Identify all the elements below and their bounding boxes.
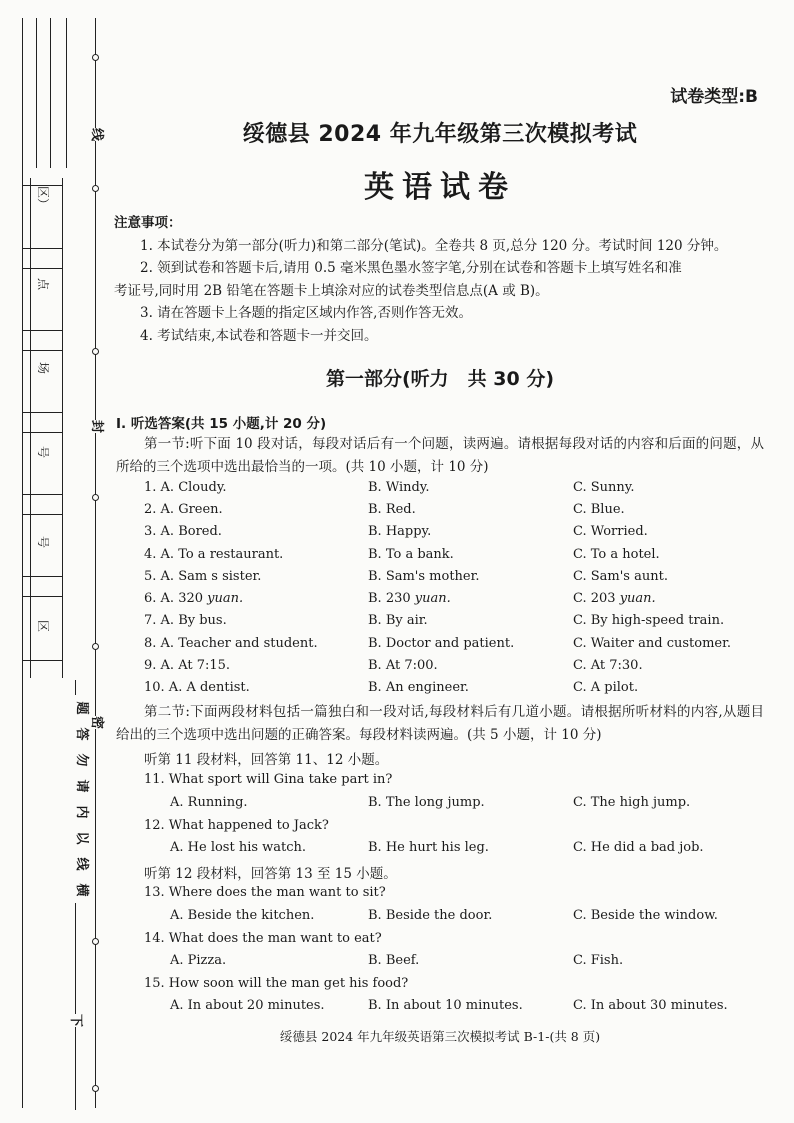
option-b: B. Doctor and patient. <box>368 636 515 651</box>
note-item: 2. 领到试卷和答题卡后,请用 0.5 毫米黑色墨水签字笔,分别在试卷和答题卡上填写姓名和准 <box>140 260 682 276</box>
option-a: 9. A. At 7:15. <box>144 658 231 673</box>
question-row <box>144 998 744 1018</box>
box-divider <box>22 248 62 249</box>
option-a: A. In about 20 minutes. <box>170 998 325 1013</box>
question-stem: 11. What sport will Gina take part in? <box>144 772 393 787</box>
option-a: A. Pizza. <box>170 953 227 968</box>
box-divider <box>22 596 62 597</box>
question-row <box>144 658 744 678</box>
option-c: C. Sam's aunt. <box>573 569 668 584</box>
box-divider <box>22 268 62 269</box>
field-label-district: 区） <box>36 185 50 210</box>
option-a: A. Beside the kitchen. <box>170 908 315 923</box>
option-b: B. By air. <box>368 613 428 628</box>
question-stem: 13. Where does the man want to sit? <box>144 885 386 900</box>
option-c: C. Blue. <box>573 502 625 517</box>
question-row <box>144 502 744 522</box>
option-b: B. Happy. <box>368 524 432 539</box>
option-a: A. Running. <box>170 795 248 810</box>
option-b: B. Sam's mother. <box>368 569 480 584</box>
option-b: B. Beef. <box>368 953 420 968</box>
field-label-exam-point: 点 <box>36 277 50 290</box>
seal-circle <box>92 938 99 945</box>
box-divider <box>22 330 62 331</box>
binding-line <box>36 18 37 168</box>
warn-char: 题 <box>74 701 89 715</box>
option-text: 6. A. 320 <box>144 591 208 606</box>
question-row <box>144 569 744 589</box>
binding-line <box>62 178 63 678</box>
box-divider <box>22 576 62 577</box>
note-item: 4. 考试结束,本试卷和答题卡一并交回。 <box>140 327 378 344</box>
option-c: C. The high jump. <box>573 795 691 810</box>
seal-circle <box>92 185 99 192</box>
note-item: 3. 请在答题卡上各题的指定区域内作答,否则作答无效。 <box>140 305 472 321</box>
option-text: B. 230 <box>368 591 415 606</box>
question-row <box>144 680 744 700</box>
option-unit: yuan. <box>619 591 656 606</box>
note-item: 考证号,同时用 2B 铅笔在答题卡上填涂对应的试卷类型信息点(A 或 B)。 <box>114 282 549 299</box>
binding-line <box>30 178 31 678</box>
option-a: 3. A. Bored. <box>144 524 222 539</box>
option-unit: yuan. <box>414 591 451 606</box>
seal-circle <box>92 494 99 501</box>
question-row <box>144 480 744 500</box>
field-label-number-1: 号 <box>36 445 50 458</box>
option-c: C. Waiter and customer. <box>573 636 732 651</box>
exam-title: 绥德县 2024 年九年级第三次模拟考试 <box>242 122 638 147</box>
warn-char: 内 <box>74 805 89 819</box>
note-item: 1. 本试卷分为第一部分(听力)和第二部分(笔试)。全卷共 8 页,总分 120 分。考试时间 120 分钟。 <box>140 237 728 254</box>
option-a: 2. A. Green. <box>144 502 223 517</box>
question-row <box>144 547 744 567</box>
seal-circle <box>92 643 99 650</box>
option-a: 1. A. Cloudy. <box>144 480 227 495</box>
warn-char: 横 <box>74 883 89 897</box>
seal-char-seal: 封 <box>89 419 105 434</box>
box-divider <box>22 432 62 433</box>
option-b <box>368 591 451 606</box>
option-b: B. The long jump. <box>368 795 485 810</box>
option-a: 5. A. Sam s sister. <box>144 569 262 584</box>
option-c: C. By high-speed train. <box>573 613 725 628</box>
option-a <box>144 591 243 606</box>
material-11-heading: 听第 11 段材料，回答第 11、12 小题。 <box>144 752 389 768</box>
option-b: B. In about 10 minutes. <box>368 998 523 1013</box>
option-b: B. An engineer. <box>368 680 469 695</box>
seal-circle <box>92 348 99 355</box>
option-c: C. Fish. <box>573 953 624 968</box>
part-one-title: 第一部分(听力 共 30 分) <box>325 368 555 390</box>
option-c: C. A pilot. <box>573 680 639 695</box>
binding-line <box>50 18 51 168</box>
seal-char-dense: 密 <box>89 715 105 730</box>
box-divider <box>22 494 62 495</box>
question-stem: 14. What does the man want to eat? <box>144 931 382 946</box>
option-a: 7. A. By bus. <box>144 613 227 628</box>
warn-char: 线 <box>74 857 89 871</box>
page-footer: 绥德县 2024 年九年级英语第三次模拟考试 B-1-(共 8 页) <box>279 1029 601 1044</box>
bottom-char: 下 <box>68 1013 84 1028</box>
section-two-intro: 第二节:下面两段材料包括一篇独白和一段对话,每段材料后有几道小题。请根据所听材料的内容,从题目给出的三个选项中选出问题的正确答案。每段材料读两遍。(共 5 小题，计 10 分) <box>116 704 764 743</box>
seal-circle <box>92 1085 99 1092</box>
section-one-intro: 第一节:听下面 10 段对话，每段对话后有一个问题，读两遍。请根据每段对话的内容和后面的问题，从所给的三个选项中选出最恰当的一项。(共 10 小题，计 10 分) <box>116 436 764 475</box>
option-c: C. In about 30 minutes. <box>573 998 728 1013</box>
question-row <box>144 908 744 928</box>
binding-line <box>22 18 23 1108</box>
warn-char: 答 <box>74 727 89 741</box>
option-b: B. Beside the door. <box>368 908 493 923</box>
question-row <box>144 613 744 633</box>
option-b: B. To a bank. <box>368 547 454 562</box>
warning-text <box>63 695 87 903</box>
warn-char: 以 <box>74 831 89 845</box>
warn-char: 勿 <box>74 753 89 767</box>
question-row <box>144 840 744 860</box>
box-divider <box>22 350 62 351</box>
question-stem: 12. What happened to Jack? <box>144 818 329 833</box>
option-a: 10. A. A dentist. <box>144 680 250 695</box>
material-12-heading: 听第 12 段材料，回答第 13 至 15 小题。 <box>144 866 397 882</box>
option-b: B. At 7:00. <box>368 658 438 673</box>
binding-line <box>66 18 67 168</box>
section-one-title: Ⅰ. 听选答案(共 15 小题,计 20 分) <box>116 416 327 432</box>
option-a: A. He lost his watch. <box>170 840 307 855</box>
question-row <box>144 795 744 815</box>
question-row <box>144 524 744 544</box>
option-a: 4. A. To a restaurant. <box>144 547 284 562</box>
question-row <box>144 953 744 973</box>
option-c: C. He did a bad job. <box>573 840 704 855</box>
question-row <box>144 636 744 656</box>
box-divider <box>22 660 62 661</box>
question-stem: 15. How soon will the man get his food? <box>144 976 409 991</box>
exam-notes <box>114 212 764 347</box>
field-label-area: 区 <box>36 619 50 632</box>
option-c: C. Worried. <box>573 524 648 539</box>
option-c: C. Beside the window. <box>573 908 718 923</box>
field-label-number-2: 号 <box>36 535 50 548</box>
option-c: C. At 7:30. <box>573 658 643 673</box>
option-b: B. He hurt his leg. <box>368 840 489 855</box>
notes-heading: 注意事项： <box>114 215 182 231</box>
option-c: C. To a hotel. <box>573 547 660 562</box>
box-divider <box>22 412 62 413</box>
option-unit: yuan. <box>207 591 244 606</box>
box-divider <box>22 514 62 515</box>
option-b: B. Windy. <box>368 480 430 495</box>
seal-char-line: 线 <box>89 127 105 142</box>
question-row <box>144 591 744 611</box>
seal-circle <box>92 54 99 61</box>
warn-char: 请 <box>74 779 89 793</box>
option-b: B. Red. <box>368 502 416 517</box>
option-text: C. 203 <box>573 591 620 606</box>
option-c: C. Sunny. <box>573 480 635 495</box>
subject-title: 英语试卷 <box>364 170 516 205</box>
field-label-exam-room: 场 <box>36 361 50 374</box>
paper-type-label: 试卷类型:B <box>670 87 758 107</box>
option-c <box>573 591 656 606</box>
option-a: 8. A. Teacher and student. <box>144 636 318 651</box>
